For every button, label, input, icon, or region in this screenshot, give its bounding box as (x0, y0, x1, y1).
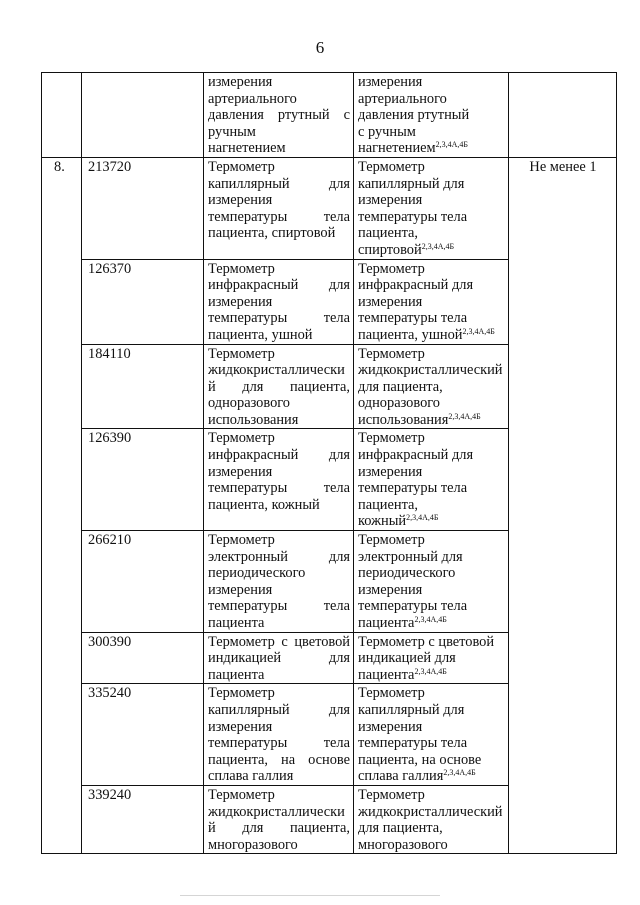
code-cell: 300390 (82, 632, 204, 684)
description-cell (354, 429, 509, 531)
cell-line (208, 379, 350, 396)
cell-word: температуры (208, 598, 288, 615)
cell-text: многоразового (208, 836, 298, 853)
cell-line (208, 159, 350, 176)
cell-text: Термометр (208, 786, 275, 803)
cell-text: нагнетением (208, 140, 286, 157)
cell-text: Термометр (208, 345, 275, 362)
cell-text: для пациента, (358, 820, 443, 837)
cell-line (358, 261, 505, 278)
description-cell (354, 785, 509, 853)
cell-line (358, 430, 505, 447)
cell-word: для (328, 175, 350, 192)
cell-text: Термометр (208, 260, 275, 277)
cell-text: измерения (208, 718, 273, 735)
cell-line (358, 549, 505, 566)
cell-line (208, 615, 350, 632)
cell-line (208, 447, 350, 464)
name-cell (204, 73, 354, 158)
cell-text: измерения (208, 192, 273, 209)
cell-word: тела (323, 598, 350, 615)
code-cell: 339240 (82, 785, 204, 853)
page-number: 6 (315, 38, 325, 57)
cell-line (358, 225, 505, 242)
cell-text: спиртовой (358, 241, 422, 258)
cell-text: жидкокристаллический (358, 362, 503, 379)
cell-line (358, 124, 505, 141)
cell-line (208, 346, 350, 363)
cell-text: Термометр (358, 532, 425, 549)
cell-line (358, 565, 505, 582)
cell-line (358, 379, 505, 396)
cell-word: тела (323, 208, 350, 225)
cell-line (358, 768, 505, 785)
cell-line (208, 464, 350, 481)
cell-word: для (328, 277, 350, 294)
cell-word: температуры (208, 480, 288, 497)
cell-text: инфракрасный для (358, 277, 474, 294)
cell-line (208, 294, 350, 311)
scan-edge-mark (180, 895, 440, 896)
cell-line (208, 532, 350, 549)
cell-line (358, 752, 505, 769)
cell-text: давления ртутный (358, 107, 470, 124)
cell-word: для (242, 820, 264, 837)
cell-line (358, 242, 505, 259)
description-cell (354, 344, 509, 429)
cell-word: цветовой (294, 633, 350, 650)
cell-word: основе (308, 751, 350, 768)
cell-word: на (281, 751, 296, 768)
footnote-superscript: 2,3,4А,4Б (435, 140, 469, 150)
cell-text: Термометр (208, 158, 275, 175)
cell-line (358, 91, 505, 108)
cell-text: сплава галлия (358, 768, 444, 785)
cell-text: температуры тела (358, 735, 468, 752)
cell-line (208, 91, 350, 108)
cell-text: жидкокристаллически (208, 803, 345, 820)
cell-word: й (208, 378, 216, 395)
cell-text: пациента (358, 666, 415, 683)
cell-line (358, 159, 505, 176)
cell-line (208, 685, 350, 702)
cell-text: жидкокристаллический (358, 803, 503, 820)
cell-line (358, 667, 505, 684)
cell-text: температуры тела (358, 598, 468, 615)
cell-line (358, 804, 505, 821)
footnote-superscript: 2,3,4А,4Б (462, 326, 495, 336)
cell-line (358, 346, 505, 363)
cell-text: пациента (208, 666, 265, 683)
cell-text: пациента (208, 615, 265, 631)
cell-text: Термометр (208, 685, 275, 702)
cell-line (208, 140, 350, 157)
name-cell (204, 344, 354, 429)
cell-word: для (328, 548, 350, 565)
cell-text: периодического (208, 565, 306, 582)
name-cell (204, 531, 354, 633)
code-cell: 184110 (82, 344, 204, 429)
description-cell (354, 259, 509, 344)
cell-text: электронный для (358, 548, 463, 565)
cell-text: температуры тела (358, 480, 468, 497)
cell-line (208, 107, 350, 124)
cell-line (208, 752, 350, 769)
cell-word: капиллярный (208, 701, 290, 718)
cell-line (358, 362, 505, 379)
code-cell: 335240 (82, 684, 204, 786)
cell-text: использования (208, 411, 299, 428)
cell-text: нагнетением (358, 140, 436, 157)
cell-word: инфракрасный (208, 447, 299, 464)
table-row-continuation (42, 73, 617, 158)
cell-word: для (328, 701, 350, 718)
cell-text: использования (358, 411, 449, 428)
cell-text: Термометр (358, 430, 425, 447)
cell-line (208, 598, 350, 615)
cell-line (208, 634, 350, 651)
quantity-cell (509, 73, 617, 158)
cell-word: электронный (208, 548, 288, 565)
cell-line (358, 702, 505, 719)
cell-text: с ручным (358, 123, 416, 140)
cell-line (208, 277, 350, 294)
cell-line (358, 497, 505, 514)
cell-line (358, 209, 505, 226)
cell-text: измерения (208, 463, 273, 480)
cell-word: Термометр (208, 633, 275, 650)
cell-word: температуры (208, 208, 288, 225)
cell-text: измерения (208, 74, 273, 90)
cell-text: одноразового (208, 395, 291, 412)
cell-line (358, 837, 505, 854)
cell-text: пациента, (358, 225, 419, 242)
cell-line (208, 837, 350, 854)
cell-line (358, 820, 505, 837)
cell-text: индикацией для (358, 650, 456, 667)
cell-line (208, 719, 350, 736)
cell-word: тела (323, 310, 350, 327)
cell-text: Термометр (358, 260, 425, 277)
cell-line (208, 225, 350, 242)
cell-line (208, 768, 350, 785)
cell-text: Термометр с цветовой (358, 633, 495, 650)
cell-text: измерения (358, 192, 423, 209)
cell-text: жидкокристаллически (208, 362, 345, 379)
cell-line (208, 209, 350, 226)
name-cell (204, 632, 354, 684)
code-cell: 213720 (82, 157, 204, 259)
cell-word: температуры (208, 735, 288, 752)
description-cell (354, 157, 509, 259)
cell-text: одноразового (358, 395, 441, 412)
cell-text: измерения (358, 293, 423, 310)
cell-line (358, 719, 505, 736)
cell-line (208, 327, 350, 344)
cell-line (208, 124, 350, 141)
footnote-superscript: 2,3,4А,4Б (443, 768, 476, 778)
cell-line (358, 532, 505, 549)
cell-text: многоразового (358, 836, 448, 853)
cell-text: ручным (208, 123, 256, 140)
cell-line (208, 192, 350, 209)
cell-text: Термометр (358, 158, 425, 175)
cell-line (208, 497, 350, 514)
cell-line (358, 650, 505, 667)
cell-line (208, 804, 350, 821)
cell-text: для пациента, (358, 378, 443, 395)
cell-line (358, 480, 505, 497)
cell-text: температуры тела (358, 208, 468, 225)
cell-word: давления (208, 107, 264, 124)
cell-text: температуры тела (358, 310, 468, 327)
cell-text: пациента, (358, 496, 419, 513)
description-cell (354, 632, 509, 684)
cell-line (208, 667, 350, 684)
cell-line (208, 650, 350, 667)
cell-line (358, 192, 505, 209)
cell-text: Термометр (208, 430, 275, 447)
cell-line (358, 513, 505, 530)
cell-word: пациента, (289, 820, 350, 837)
code-cell: 266210 (82, 531, 204, 633)
cell-line (358, 107, 505, 124)
cell-text: пациента, на основе (358, 751, 482, 768)
cell-line (208, 480, 350, 497)
cell-line (358, 327, 505, 344)
cell-text: измерения (208, 293, 273, 310)
footnote-superscript: 2,3,4А,4Б (414, 615, 447, 624)
cell-word: капиллярный (208, 175, 290, 192)
footnote-superscript: 2,3,4А,4Б (414, 666, 447, 676)
cell-line (358, 412, 505, 429)
cell-text: пациента (358, 615, 415, 631)
cell-line (208, 310, 350, 327)
cell-line (358, 634, 505, 651)
cell-text: Термометр (358, 345, 425, 362)
item-number-cell (42, 73, 82, 158)
cell-word: для (328, 447, 350, 464)
cell-line (208, 74, 350, 91)
cell-text: периодического (358, 565, 456, 582)
cell-word: пациента, (208, 751, 269, 768)
cell-word: для (242, 378, 264, 395)
cell-text: пациента, ушной (208, 326, 313, 343)
cell-word: пациента, (289, 378, 350, 395)
cell-line (208, 430, 350, 447)
cell-line (208, 582, 350, 599)
cell-line (358, 735, 505, 752)
cell-word: инфракрасный (208, 277, 299, 294)
cell-line (208, 820, 350, 837)
cell-text: артериального (208, 90, 297, 107)
cell-line (358, 582, 505, 599)
cell-word: тела (323, 735, 350, 752)
cell-line (208, 412, 350, 429)
cell-word: для (328, 650, 350, 667)
footnote-superscript: 2,3,4А,4Б (448, 411, 481, 421)
cell-line (358, 685, 505, 702)
cell-line (208, 261, 350, 278)
cell-text: пациента, спиртовой (208, 225, 336, 242)
quantity-cell: Не менее 1 (509, 157, 617, 853)
cell-line (358, 140, 505, 157)
cell-text: измерения (358, 581, 423, 598)
cell-line (358, 74, 505, 91)
name-cell (204, 259, 354, 344)
cell-line (208, 395, 350, 412)
cell-word: с (281, 633, 288, 650)
cell-word: температуры (208, 310, 288, 327)
name-cell (204, 684, 354, 786)
code-cell: 126370 (82, 259, 204, 344)
cell-text: Термометр (358, 685, 425, 702)
name-cell (204, 157, 354, 259)
cell-text: артериального (358, 90, 447, 107)
cell-line (358, 395, 505, 412)
cell-text: измерения (208, 581, 273, 598)
cell-text: инфракрасный для (358, 447, 474, 464)
cell-text: пациента, ушной (358, 326, 463, 343)
cell-text: измерения (358, 463, 423, 480)
cell-line (358, 787, 505, 804)
cell-line (358, 294, 505, 311)
name-cell (204, 785, 354, 853)
cell-word: ртутный (277, 107, 330, 124)
cell-line (208, 787, 350, 804)
cell-line (208, 702, 350, 719)
footnote-superscript: 2,3,4А,4Б (421, 241, 455, 251)
code-cell (82, 73, 204, 158)
cell-line (208, 565, 350, 582)
cell-line (208, 176, 350, 193)
code-cell: 126390 (82, 429, 204, 531)
cell-text: капиллярный для (358, 175, 465, 192)
cell-line (358, 598, 505, 615)
cell-text: капиллярный для (358, 701, 465, 718)
cell-line (208, 735, 350, 752)
cell-text: Термометр (358, 786, 425, 803)
cell-text: сплава галлия (208, 768, 294, 785)
cell-word: й (208, 820, 216, 837)
cell-word: с (343, 107, 350, 124)
cell-line (358, 464, 505, 481)
cell-text: измерения (358, 718, 423, 735)
equipment-table (41, 72, 617, 854)
description-cell (354, 73, 509, 158)
cell-line (208, 549, 350, 566)
description-cell (354, 531, 509, 633)
cell-line (208, 362, 350, 379)
cell-word: тела (323, 480, 350, 497)
footnote-superscript: 2,3,4А,4Б (406, 513, 439, 523)
table-row (42, 157, 617, 259)
item-number-cell: 8. (42, 157, 82, 853)
cell-word: индикацией (208, 650, 282, 667)
cell-line (358, 277, 505, 294)
cell-text: измерения (358, 74, 423, 90)
cell-line (358, 310, 505, 327)
cell-text: кожный (358, 513, 407, 530)
cell-line (358, 447, 505, 464)
description-cell (354, 684, 509, 786)
cell-line (358, 615, 505, 632)
name-cell (204, 429, 354, 531)
cell-text: Термометр (208, 532, 275, 549)
cell-line (358, 176, 505, 193)
cell-text: пациента, кожный (208, 496, 320, 513)
